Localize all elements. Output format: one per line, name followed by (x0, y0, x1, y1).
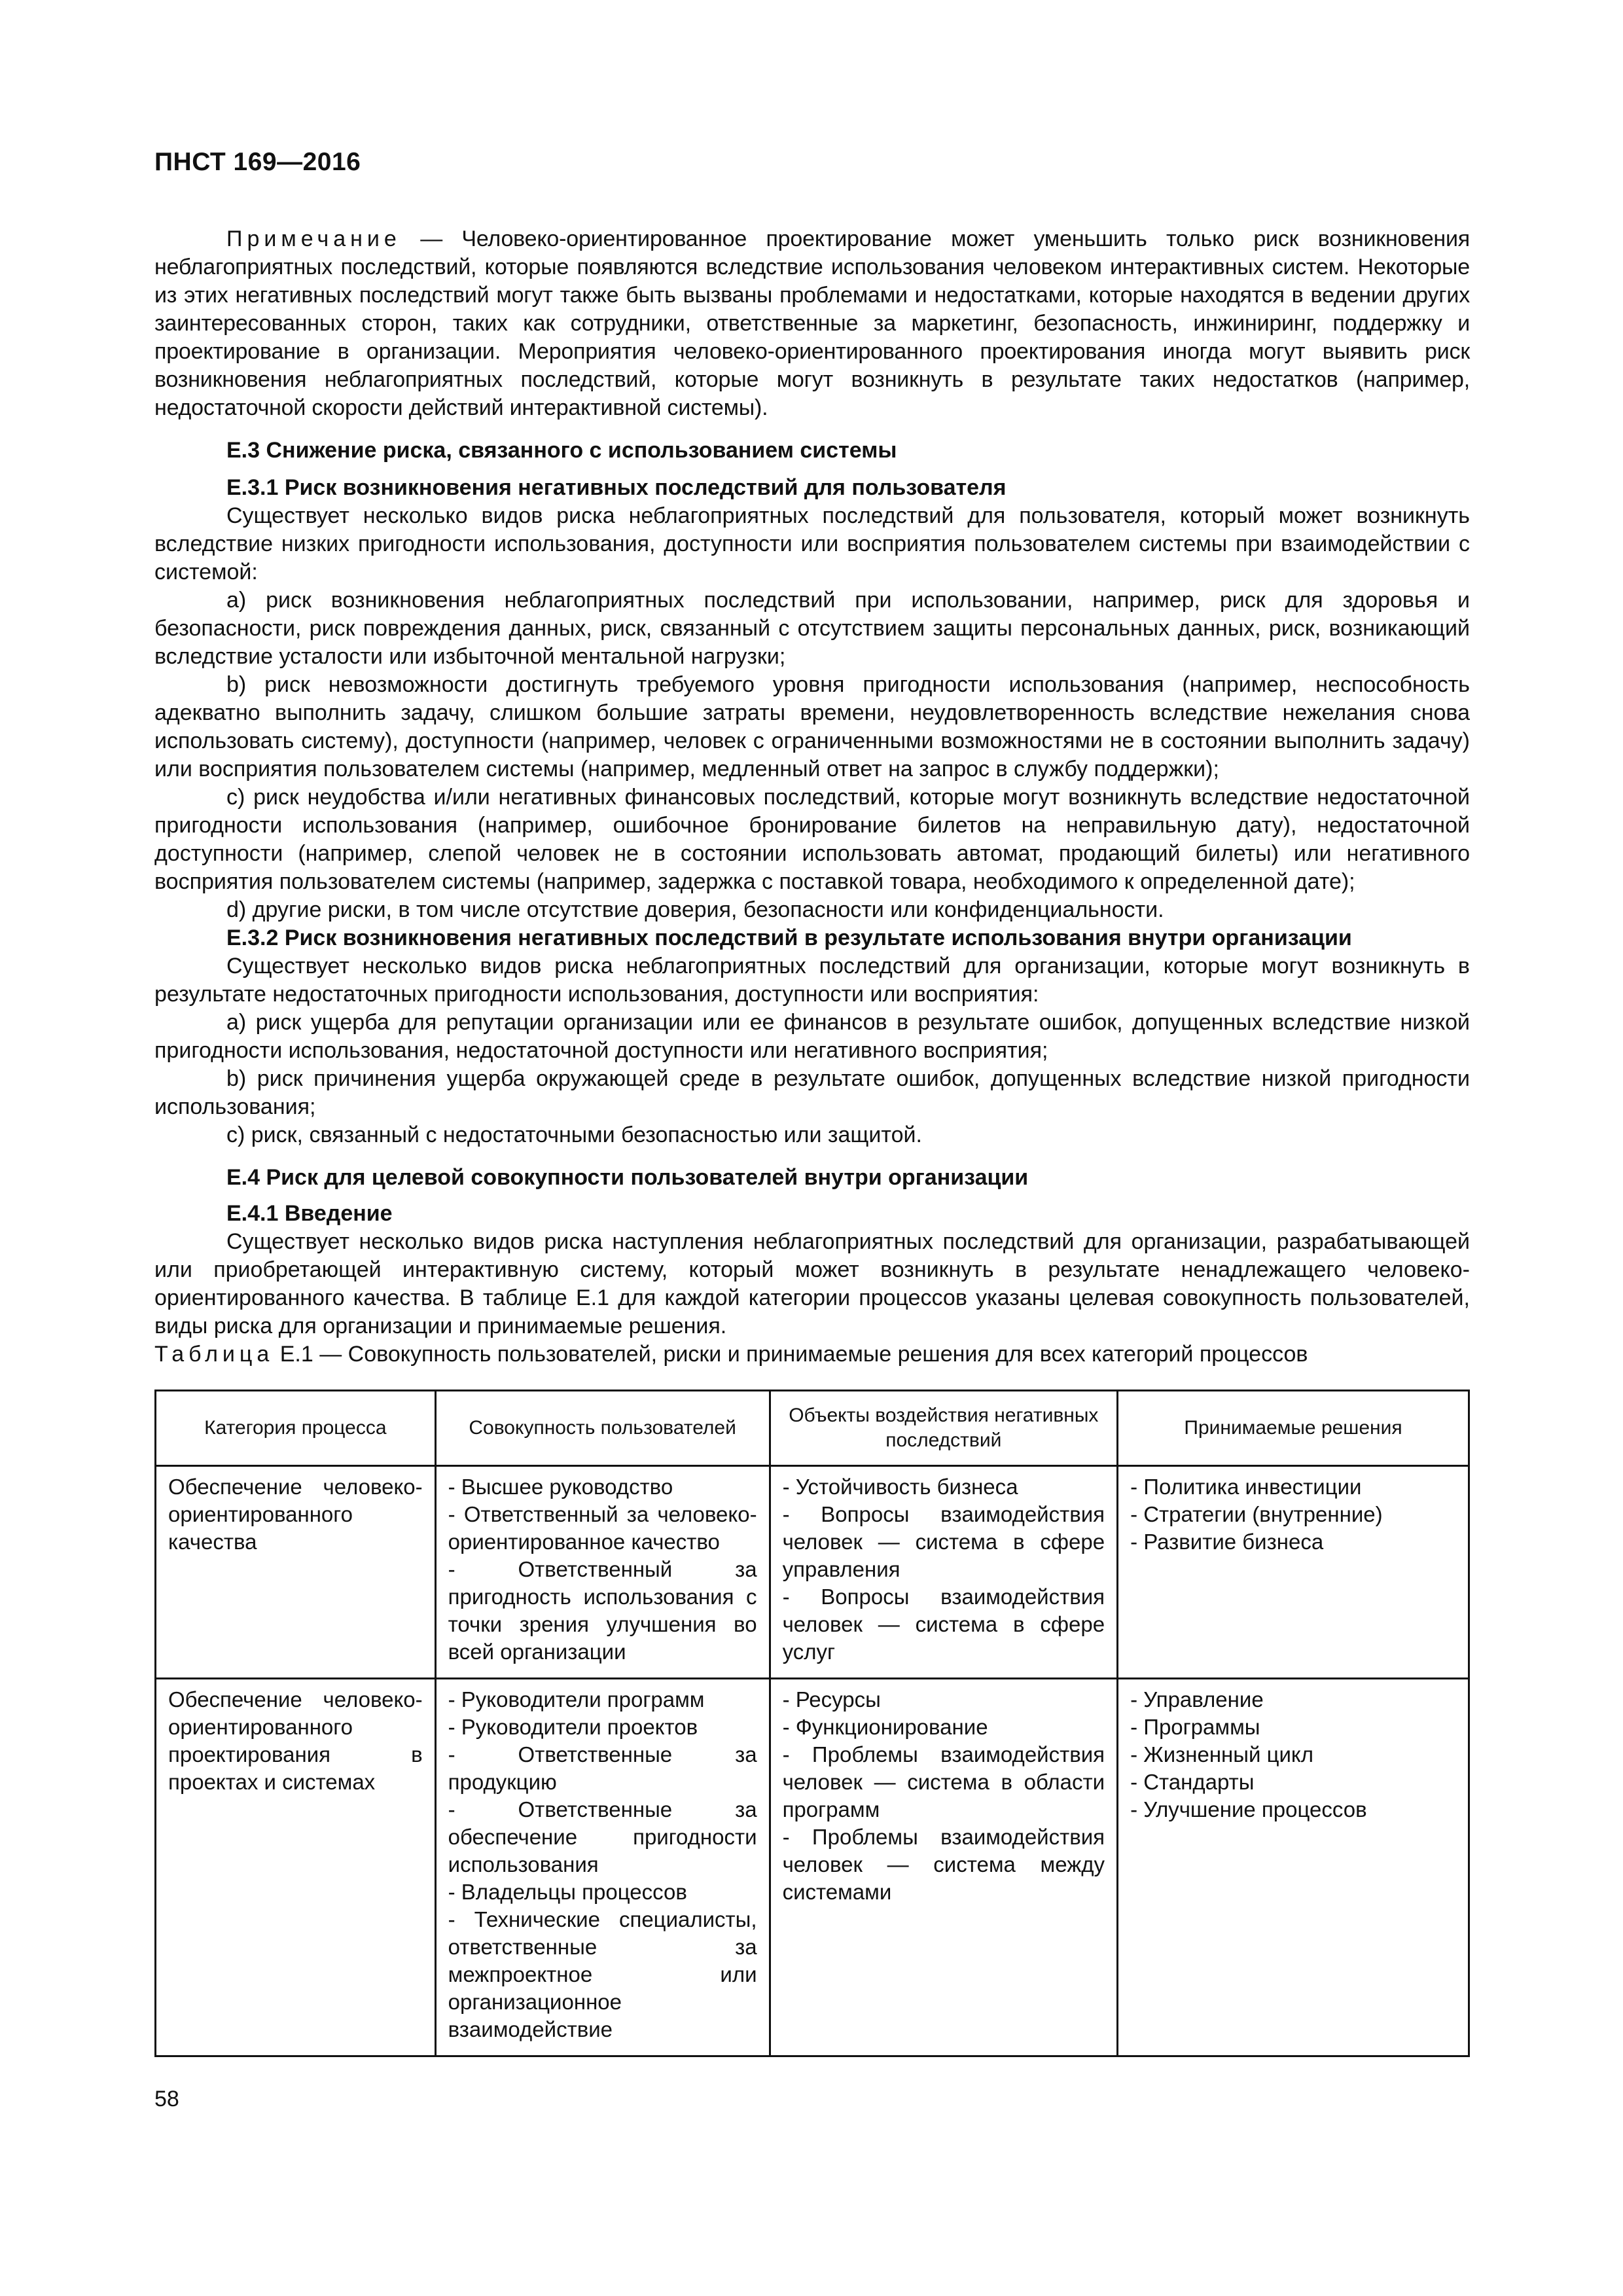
list-item: d) другие риски, в том числе отсутствие доверия, безопасности или конфиденциальности. (226, 897, 1164, 922)
cell-line: - Проблемы взаимодействия человек — система между системами (782, 1825, 1105, 1904)
page-content (154, 225, 1470, 2057)
cell-line: - Высшее руководство (448, 1475, 673, 1499)
table-header-row (156, 1391, 1469, 1466)
cell-line: - Ответственный за человеко-ориентированное качество (448, 1502, 757, 1554)
table-e1 (154, 1390, 1470, 2057)
note-paragraph (154, 225, 1470, 422)
table-caption (154, 1340, 1470, 1369)
cell-line: - Устойчивость бизнеса (782, 1475, 1018, 1499)
cell-line: - Стандарты (1130, 1770, 1255, 1794)
section-e4-1-text: Существует несколько видов риска наступления неблагоприятных последствий для организации, разрабатывающей или приобретающей интерактивную систему, который может возникнуть в результате ненадлежащего человеко-ориентированного качества. В таблице Е.1 для каждой категории процессов указаны целевая совокупность пользователей, виды риска для организации и принимаемые решения. (154, 1229, 1470, 1338)
cell-line: - Владельцы процессов (448, 1880, 687, 1904)
cell-line: - Политика инвестиции (1130, 1475, 1362, 1499)
column-header-users: Совокупность пользователей (435, 1391, 770, 1466)
section-e4-title: Е.4 Риск для целевой совокупности пользователей внутри организации (226, 1165, 1029, 1190)
cell-users (435, 1466, 770, 1679)
cell-line: - Проблемы взаимодействия человек — система в области программ (782, 1742, 1105, 1821)
cell-category: Обеспечение человеко-ориентированного качества (156, 1466, 436, 1679)
cell-line: - Развитие бизнеса (1130, 1530, 1324, 1554)
table-caption-label: Таблица (154, 1342, 274, 1367)
cell-line: - Вопросы взаимодействия человек — система в сфере услуг (782, 1585, 1105, 1664)
cell-line: - Ответственные за обеспечение пригодности использования (448, 1797, 757, 1876)
cell-impacts (770, 1466, 1118, 1679)
cell-line: - Управление (1130, 1687, 1264, 1712)
table-row (156, 1679, 1469, 2056)
column-header-category: Категория процесса (156, 1391, 436, 1466)
list-item: c) риск, связанный с недостаточными безопасностью или защитой. (226, 1122, 922, 1147)
note-label: Примечание (226, 226, 401, 251)
cell-line: - Руководители проектов (448, 1715, 698, 1739)
cell-line: - Руководители программ (448, 1687, 705, 1712)
cell-category: Обеспечение человеко-ориентированного проектирования в проектах и системах (156, 1679, 436, 2056)
column-header-impacts: Объекты воздействия негативных последствий (770, 1391, 1118, 1466)
list-item: c) риск неудобства и/или негативных финансовых последствий, которые могут возникнуть вследствие недостаточной пригодности использования (например, ошибочное бронирование билетов на неправильную дату), недостаточной доступности (например, слепой человек не в состоянии использовать автомат, продающий билеты) или негативного восприятия пользователем системы (например, задержка с поставкой товара, необходимого к определенной дате); (154, 785, 1470, 894)
list-item: b) риск невозможности достигнуть требуемого уровня пригодности использования (например, неспособность адекватно выполнить задачу, слишком большие затраты времени, неудовлетворенность вследствие нежелания снова использовать систему), доступности (например, человек с ограниченными возможностями не в состоянии выполнить задачу) или восприятия пользователем системы (например, медленный ответ на запрос в службу поддержки); (154, 672, 1470, 781)
section-e3-1-intro: Существует несколько видов риска неблагоприятных последствий для пользователя, который может возникнуть вследствие низких пригодности использования, доступности или восприятия пользователем системы при взаимодействии с системой: (154, 503, 1470, 584)
note-text: — Человеко-ориентированное проектирование может уменьшить только риск возникновения неблагоприятных последствий, которые появляются вследствие использования человеком интерактивных систем. Некоторые из этих негативных последствий могут также быть вызваны проблемами и недостатками, которые находятся в ведении других заинтересованных сторон, таких как сотрудники, ответственные за маркетинг, безопасность, инжиниринг, поддержку и проектирование в организации. Мероприятия человеко-ориентированного проектирования иногда могут выявить риск возникновения неблагоприятных последствий, которые могут возникнуть в результате таких недостатков (например, недостаточной скорости действий интерактивной системы). (154, 226, 1470, 420)
list-item: a) риск возникновения неблагоприятных последствий при использовании, например, риск для здоровья и безопасности, риск повреждения данных, риск, связанный с отсутствием защиты персональных данных, риск, возникающий вследствие усталости или избыточной ментальной нагрузки; (154, 588, 1470, 669)
section-e3-2-title: Е.3.2 Риск возникновения негативных последствий в результате использования внутри организации (226, 925, 1352, 950)
cell-line: - Ответственный за пригодность использования с точки зрения улучшения во всей организации (448, 1557, 757, 1664)
section-e3-2-intro: Существует несколько видов риска неблагоприятных последствий для организации, которые могут возникнуть в результате недостаточных пригодности использования, доступности или восприятия: (154, 954, 1470, 1007)
document-id: ПНСТ 169—2016 (154, 148, 361, 176)
table-caption-text: Е.1 — Совокупность пользователей, риски и принимаемые решения для всех категорий процессов (274, 1342, 1308, 1367)
table-row (156, 1466, 1469, 1679)
list-item: a) риск ущерба для репутации организации или ее финансов в результате ошибок, допущенных вследствие низкой пригодности использования, недостаточной доступности или негативного восприятия; (154, 1010, 1470, 1063)
section-e3-title: Е.3 Снижение риска, связанного с использованием системы (226, 438, 897, 463)
list-item: b) риск причинения ущерба окружающей среде в результате ошибок, допущенных вследствие низкой пригодности использования; (154, 1066, 1470, 1119)
cell-line: - Жизненный цикл (1130, 1742, 1313, 1767)
cell-users (435, 1679, 770, 2056)
cell-solutions (1118, 1679, 1469, 2056)
cell-line: - Улучшение процессов (1130, 1797, 1367, 1821)
cell-line: - Вопросы взаимодействия человек — система в сфере управления (782, 1502, 1105, 1581)
cell-solutions (1118, 1466, 1469, 1679)
cell-line: - Ресурсы (782, 1687, 881, 1712)
section-e3-1-title: Е.3.1 Риск возникновения негативных последствий для пользователя (226, 475, 1007, 500)
cell-line: - Программы (1130, 1715, 1260, 1739)
section-e4-1-title: Е.4.1 Введение (226, 1201, 393, 1226)
cell-impacts (770, 1679, 1118, 2056)
column-header-solutions: Принимаемые решения (1118, 1391, 1469, 1466)
page-number: 58 (154, 2087, 179, 2111)
cell-line: - Стратегии (внутренние) (1130, 1502, 1383, 1526)
cell-line: - Ответственные за продукцию (448, 1742, 757, 1794)
cell-line: - Функционирование (782, 1715, 988, 1739)
cell-line: - Технические специалисты, ответственные за межпроектное или организационное взаимодействие (448, 1907, 757, 2041)
